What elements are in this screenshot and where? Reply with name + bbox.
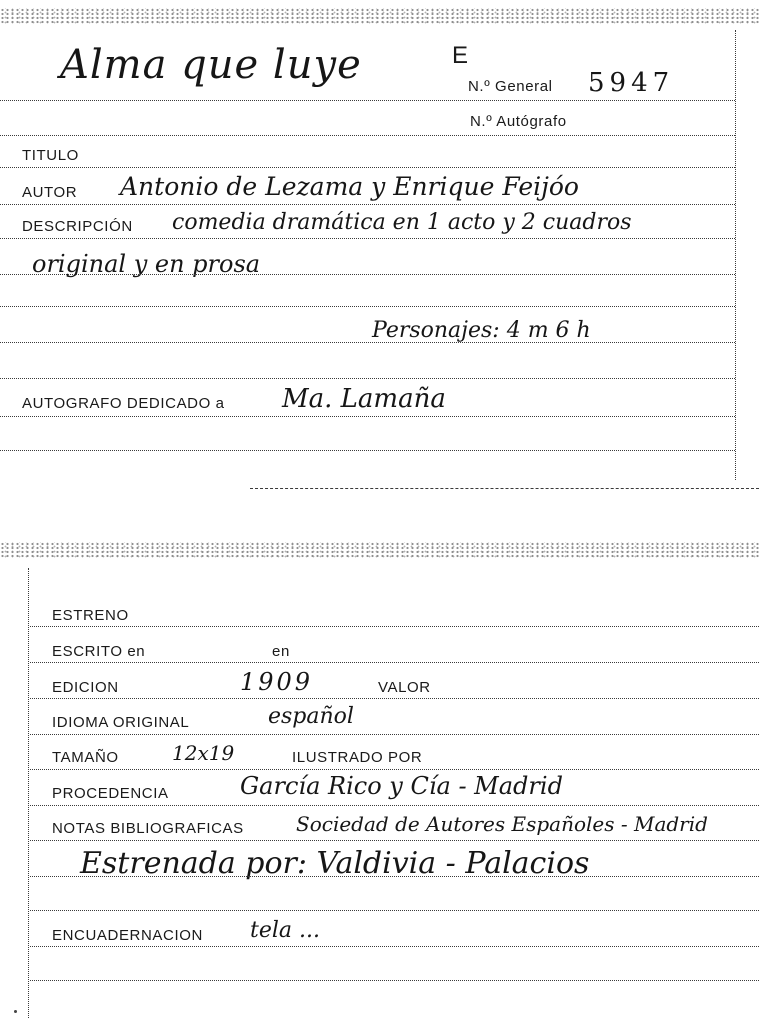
- rule-7: [0, 306, 735, 307]
- notas-bibliograficas-value: Sociedad de Autores Españoles - Madrid: [296, 812, 708, 836]
- descripcion-value-line1: comedia dramática en 1 acto y 2 cuadros: [172, 210, 632, 235]
- n-general-label: N.º General: [468, 78, 553, 95]
- estreno-label: ESTRENO: [52, 607, 129, 624]
- card-top-right-border: [735, 30, 736, 480]
- titulo-label: TITULO: [22, 147, 79, 164]
- rule-b5: [30, 769, 759, 770]
- notas-bibliograficas-label: NOTAS BIBLIOGRAFICAS: [52, 820, 244, 837]
- card-top-torn-edge: [0, 8, 759, 24]
- catalog-card-top: [0, 0, 759, 500]
- rule-11: [0, 450, 735, 451]
- edicion-label: EDICION: [52, 679, 119, 696]
- escrito-label: ESCRITO en: [52, 643, 146, 660]
- valor-label: VALOR: [378, 679, 431, 696]
- personajes-note: Personajes: 4 m 6 h: [372, 318, 591, 343]
- rule-b8: [30, 876, 759, 877]
- card-bottom-left-border: [28, 568, 29, 1018]
- autografo-dedicado-label: AUTOGRAFO DEDICADO a: [22, 395, 225, 412]
- rule-1: [0, 100, 735, 101]
- n-autografo-label: N.º Autógrafo: [470, 113, 567, 130]
- edicion-value: 1909: [240, 668, 314, 696]
- rule-10: [0, 416, 735, 417]
- rule-8: [0, 342, 735, 343]
- encuadernacion-label: ENCUADERNACION: [52, 927, 203, 944]
- rule-b7: [30, 840, 759, 841]
- rule-b10: [30, 946, 759, 947]
- procedencia-label: PROCEDENCIA: [52, 785, 169, 802]
- rule-4: [0, 204, 735, 205]
- encuadernacion-value: tela ...: [250, 918, 320, 943]
- idioma-original-value: español: [268, 704, 354, 729]
- rule-5: [0, 238, 735, 239]
- card-top-bottom-edge: [250, 488, 759, 489]
- autor-label: AUTOR: [22, 184, 78, 201]
- n-general-value: 5947: [588, 68, 675, 98]
- descripcion-label: DESCRIPCIÓN: [22, 218, 133, 235]
- rule-9: [0, 378, 735, 379]
- rule-b4: [30, 734, 759, 735]
- rule-b1: [30, 626, 759, 627]
- rule-2: [0, 135, 735, 136]
- ilustrado-por-label: ILUSTRADO POR: [292, 749, 423, 766]
- tamano-value: 12x19: [172, 741, 235, 765]
- escrito-en-label: en: [272, 643, 290, 660]
- ink-speck: [14, 1010, 17, 1013]
- autor-value: Antonio de Lezama y Enrique Feijóo: [120, 172, 579, 201]
- rule-3: [0, 167, 735, 168]
- letter-marker: E: [452, 42, 469, 69]
- rule-b3: [30, 698, 759, 699]
- tamano-label: TAMAÑO: [52, 749, 119, 766]
- card-bottom-torn-edge: [0, 542, 759, 558]
- procedencia-value: García Rico y Cía - Madrid: [240, 772, 563, 800]
- estrenada-por-note: Estrenada por: Valdivia - Palacios: [80, 846, 590, 881]
- autografo-dedicado-value: Ma. Lamaña: [282, 384, 446, 414]
- idioma-original-label: IDIOMA ORIGINAL: [52, 714, 190, 731]
- handwritten-title: Alma que luye: [60, 42, 362, 88]
- catalog-card-bottom: [0, 540, 759, 1028]
- rule-6: [0, 274, 735, 275]
- rule-b11: [30, 980, 759, 981]
- descripcion-value-line2: original y en prosa: [32, 250, 261, 278]
- rule-b2: [30, 662, 759, 663]
- rule-b6: [30, 805, 759, 806]
- rule-b9: [30, 910, 759, 911]
